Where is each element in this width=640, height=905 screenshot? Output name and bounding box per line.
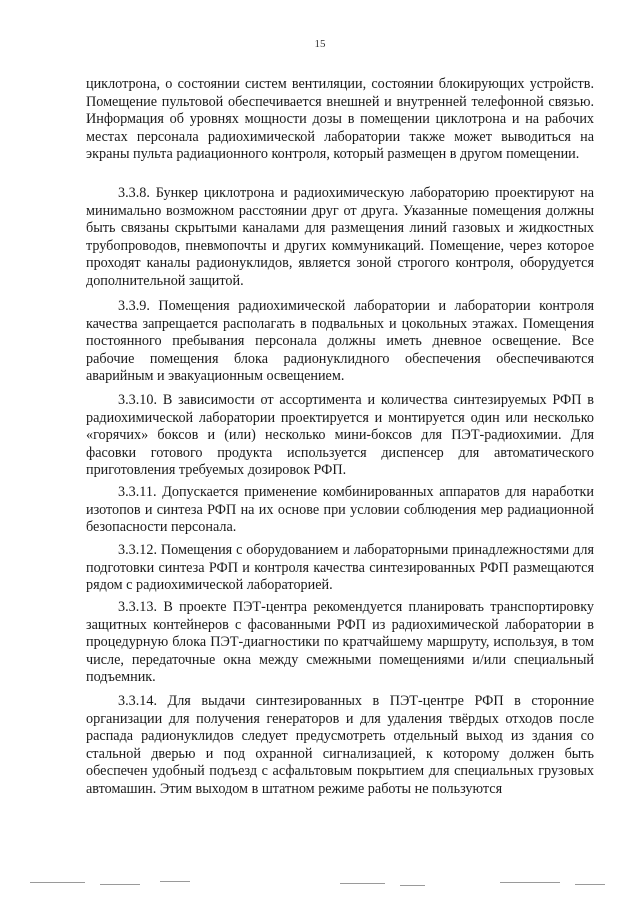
paragraph-text: 3.3.8. Бункер циклотрона и радиохимическую лабораторию проектируют на минимально возможном расстоянии друг от друга. Указанные помещения должны быть связаны скрытыми каналами для размещения линий газовых и жидкостных трубопроводов, пневмопочты и других коммуникаций. Помещение, через которое проходят каналы радионуклидов, является зоной строгого контроля, оборудуется дополнительной защитой.: [86, 185, 594, 289]
paragraph-text: 3.3.10. В зависимости от ассортимента и количества синтезируемых РФП в радиохимической лаборатории проектируется и монтируется один или несколько «горячих» боксов и (или) несколько мини-боксов для ПЭТ-радиохимии. Для фасовки готового продукта используется диспенсер для автоматического приготовления требуемых дозировок РФП.: [86, 392, 594, 479]
paragraph-continuation: [86, 76, 594, 164]
paragraph-text: 3.3.11. Допускается применение комбинированных аппаратов для наработки изотопов и синтеза РФП на их основе при условии соблюдения мер радиационной безопасности персонала.: [86, 484, 594, 536]
paragraph-3-3-9: [86, 298, 594, 386]
paragraph-3-3-8: [86, 185, 594, 291]
scan-artifact-lines: [30, 878, 610, 892]
paragraph-text: 3.3.9. Помещения радиохимической лаборатории и лаборатории контроля качества запрещается располагать в подвальных и цокольных этажах. Помещения постоянного пребывания персонала должны иметь дневное освещение. Все рабочие помещения блока радионуклидного обеспечения обеспечиваются аварийным и эвакуационным освещением.: [86, 298, 594, 385]
paragraph-3-3-12: [86, 542, 594, 595]
paragraph-text: циклотрона, о состоянии систем вентиляции, состоянии блокирующих устройств. Помещение пультовой обеспечивается внешней и внутренней телефонной связью. Информация об уровнях мощности дозы в помещении циклотрона и на рабочих местах персонала радиохимической лаборатории также может выводиться на экраны пульта радиационного контроля, который размещен в другом помещении.: [86, 76, 594, 163]
paragraph-3-3-10: [86, 392, 594, 480]
paragraph-3-3-11: [86, 484, 594, 537]
paragraph-text: 3.3.13. В проекте ПЭТ-центра рекомендуется планировать транспортировку защитных контейнеров с фасованными РФП из радиохимической лаборатории в процедурную блока ПЭТ-диагностики по кратчайшему маршруту, используя, в том числе, передаточные окна между смежными помещениями и/или специальный подъемник.: [86, 599, 594, 686]
paragraph-text: 3.3.14. Для выдачи синтезированных в ПЭТ-центре РФП в сторонние организации для получения генераторов и для удаления твёрдых отходов после распада радионуклидов следует предусмотреть отдельный выход из здания со стальной дверью и под охранной сигнализацией, к которому должен быть обеспечен удобный подъезд с асфальтовым покрытием для специальных грузовых автомашин. Этим выходом в штатном режиме работы не пользуются: [86, 693, 594, 797]
page-number: 15: [314, 38, 326, 50]
paragraph-3-3-14: [86, 693, 594, 799]
paragraph-3-3-13: [86, 599, 594, 687]
paragraph-text: 3.3.12. Помещения с оборудованием и лабораторными принадлежностями для подготовки синтеза РФП и контроля качества синтезированных РФП размещаются рядом с радиохимической лабораторией.: [86, 542, 594, 594]
